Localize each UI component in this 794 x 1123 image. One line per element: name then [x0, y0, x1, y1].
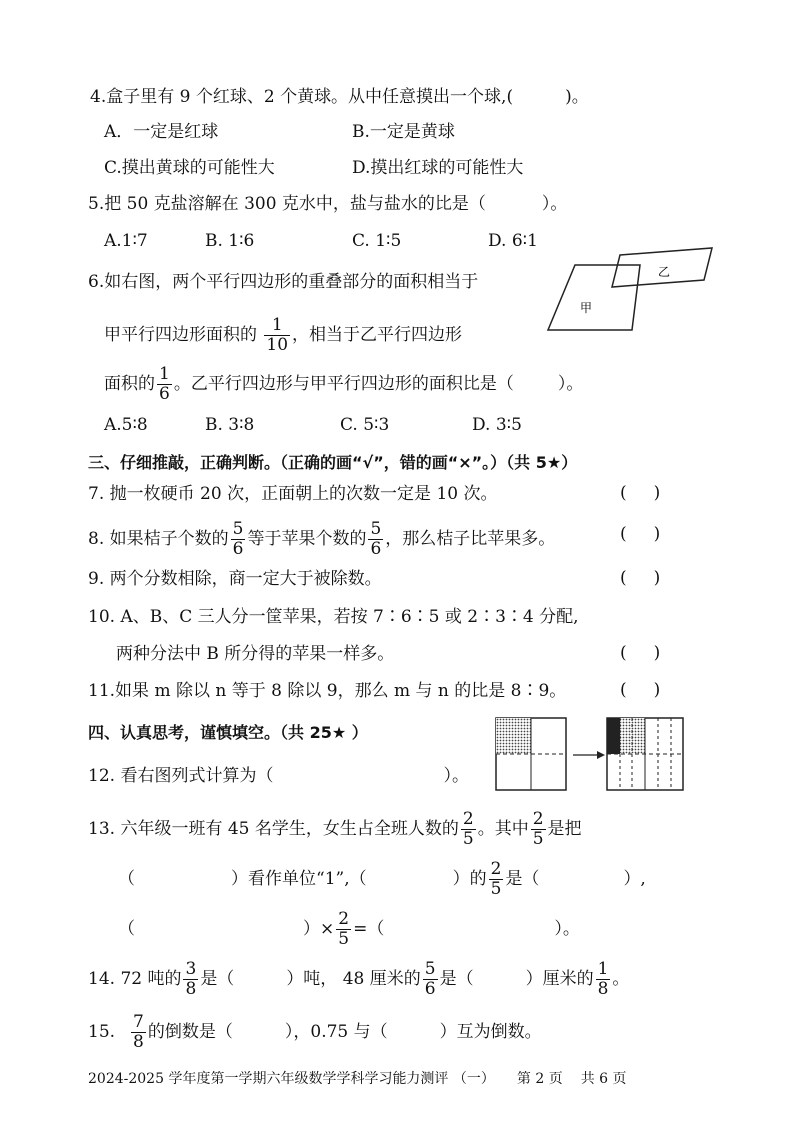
q13-fraction-c: $\frac{2}{5}$: [490, 859, 502, 899]
q6-line3-post: 。乙平行四边形与甲平行四边形的面积比是（: [173, 374, 514, 394]
q14-fraction-c: $\frac{1}{8}$: [597, 959, 609, 999]
grid-right-shaded-dark: [607, 718, 620, 754]
q11: 11.如果 m 除以 n 等于 8 除以 9，那么 m 与 n 的比是 8∶9。: [88, 681, 567, 701]
q6-option-b: B. 3∶8: [205, 415, 255, 435]
q4-text: 4.盒子里有 9 个红球、2 个黄球。从中任意摸出一个球,(: [90, 87, 514, 107]
page-footer: [88, 1068, 627, 1088]
section4-title: 四、认真思考，谨慎填空。（共 25★ ）: [88, 723, 368, 742]
q13-fraction-b: $\frac{2}{5}$: [532, 809, 544, 849]
parallelogram-figure: [540, 240, 720, 340]
q10-answer-paren[interactable]: ( ): [620, 643, 661, 663]
q5-text: 5.把 50 克盐溶解在 300 克水中，盐与盐水的比是（: [88, 194, 486, 214]
q6-fraction-1-10: $\frac{1}{10}$: [266, 315, 289, 355]
q14-fraction-a: $\frac{3}{8}$: [185, 959, 197, 999]
grid-figure: [493, 715, 693, 795]
label-yi: 乙: [658, 265, 671, 279]
q5-option-c: C. 1∶5: [352, 231, 402, 251]
q6-line3-pre: 面积的: [104, 374, 155, 394]
q10-line1: 10. A、B、C 三人分一筐苹果，若按 7∶6∶5 或 2∶3∶4 分配,: [88, 607, 579, 627]
q4-close: )。: [565, 87, 589, 107]
q8: 8. 如果桔子个数的 $\frac{5}{6}$ 等于苹果个数的 $\frac{5}{6}$ ，那么桔子比苹果多。: [88, 519, 556, 559]
q6-line1: 6.如右图，两个平行四边形的重叠部分的面积相当于: [88, 272, 479, 292]
q8-answer-paren[interactable]: ( ): [620, 524, 661, 544]
q13-fraction-a: $\frac{2}{5}$: [462, 809, 474, 849]
q5-option-a: A.1∶7: [104, 231, 148, 251]
q5-option-b: B. 1∶6: [205, 231, 255, 251]
q6-fraction-1-6: $\frac{1}{6}$: [159, 364, 170, 404]
q11-answer-paren[interactable]: ( ): [620, 680, 661, 700]
grid-left-shaded: [496, 718, 531, 754]
q5-close: ）。: [541, 194, 568, 214]
q5-stem: [88, 193, 567, 215]
q10-line2: 两种分法中 B 所分得的苹果一样多。: [116, 644, 395, 664]
parallelogram-jia: [548, 265, 640, 330]
q4-option-b: B.一定是黄球: [352, 122, 455, 142]
q4-option-c: C.摸出黄球的可能性大: [104, 158, 275, 178]
section3-title: 三、仔细推敲，正确判断。（正确的画“√”，错的画“×”。）（共 5★）: [88, 453, 578, 472]
q6-line2-post: ，相当于乙平行四边形: [292, 325, 463, 345]
q9-answer-paren[interactable]: ( ): [620, 568, 661, 588]
q6-line2: [104, 316, 462, 355]
q8-fraction-b: $\frac{5}{6}$: [370, 519, 382, 559]
q15: 15. $\frac{7}{8}$ 的倒数是（ ），0.75 与（ ）互为倒数。: [88, 1012, 542, 1052]
footer-total: 共 6 页: [580, 1071, 627, 1087]
q7: 7. 抛一枚硬币 20 次，正面朝上的次数一定是 10 次。: [88, 484, 498, 504]
q6-option-c: C. 5∶3: [340, 415, 390, 435]
q12: 12. 看右图列式计算为（ ）。: [88, 766, 469, 786]
q4-stem: [90, 86, 589, 108]
q13-line1: 13. 六年级一班有 45 名学生，女生占全班人数的 $\frac{2}{5}$ 。其中 $\frac{2}{5}$ 是把: [88, 809, 582, 849]
q15-fraction: $\frac{7}{8}$: [133, 1012, 144, 1052]
q4-option-d: D.摸出红球的可能性大: [352, 158, 524, 178]
footer-page: 第 2 页: [516, 1071, 563, 1087]
label-jia: 甲: [580, 301, 593, 315]
q9: 9. 两个分数相除，商一定大于被除数。: [88, 569, 382, 589]
q13-line2: （ ）看作单位“1”,（ ）的 $\frac{2}{5}$ 是（ ）,: [118, 859, 646, 899]
q13-line3: （ ）× $\frac{2}{5}$ =（ ）。: [118, 909, 580, 949]
q6-close: ）。: [557, 374, 584, 394]
q6-option-a: A.5∶8: [104, 415, 148, 435]
q6-option-d: D. 3∶5: [472, 415, 522, 435]
q6-line2-pre: 甲平行四边形面积的: [104, 325, 257, 345]
q6-line3: [104, 365, 583, 404]
q8-fraction-a: $\frac{5}{6}$: [232, 519, 244, 559]
q4-option-a: A．一定是红球: [104, 122, 219, 142]
footer-title: 2024-2025 学年度第一学期六年级数学学科学习能力测评 （一）: [88, 1071, 495, 1087]
q14-fraction-b: $\frac{5}{6}$: [424, 959, 436, 999]
q13-fraction-d: $\frac{2}{5}$: [338, 909, 350, 949]
q5-option-d: D. 6∶1: [488, 231, 538, 251]
q7-answer-paren[interactable]: ( ): [620, 483, 661, 503]
q14: 14. 72 吨的 $\frac{3}{8}$ 是（ ）吨， 48 厘米的 $\frac{5}{6}$ 是（ ）厘米的 $\frac{1}{8}$ 。: [88, 959, 630, 999]
